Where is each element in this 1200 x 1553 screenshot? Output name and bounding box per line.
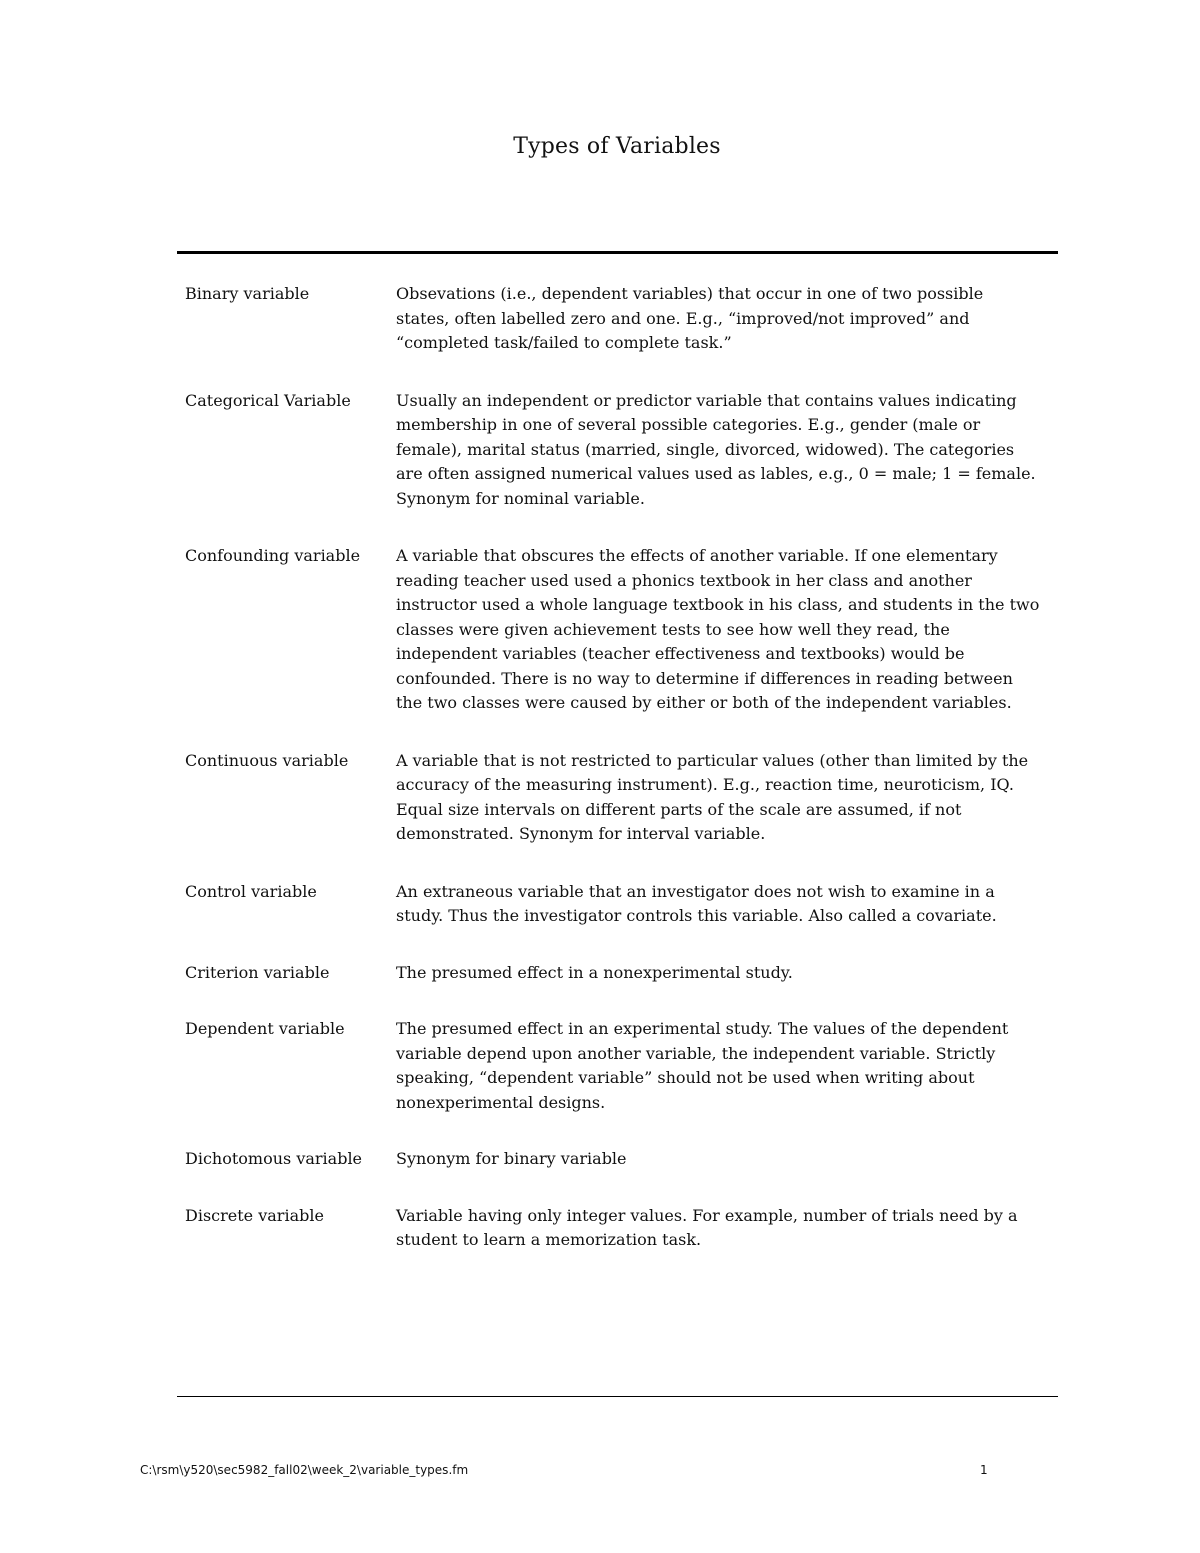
term: Control variable	[185, 881, 317, 901]
term: Confounding variable	[185, 546, 361, 565]
definition: The presumed effect in an experimental study. The values of the dependent variable depend upon another variable, the independent variable. Strictly speaking, “dependent variable” should not be used when writing about nonexperimental designs.	[396, 1019, 1009, 1112]
top-rule	[177, 251, 1058, 254]
glossary-entry-control	[185, 880, 1045, 929]
glossary-entry-continuous	[185, 749, 1045, 847]
page-title: Types of Variables	[513, 134, 721, 159]
glossary-entry-confounding	[185, 544, 1045, 716]
glossary-entry-dependent	[185, 1017, 1045, 1115]
definition: A variable that obscures the effects of another variable. If one elementary reading teacher used used a phonics textbook in her class and another instructor used a whole language textbook in his class, and students in the two classes were given achievement tests to see how well they read, the independent variables (teacher effectiveness and textbooks) would be confounded. There is no way to determine if differences in reading between the two classes were caused by either or both of the independent variables.	[396, 546, 1040, 712]
bottom-rule	[177, 1396, 1058, 1397]
term: Continuous variable	[185, 750, 349, 770]
definition: An extraneous variable that an investigator does not wish to examine in a study. Thus the investigator controls this variable. Also called a covariate.	[396, 881, 997, 925]
term: Discrete variable	[185, 1205, 324, 1225]
definition: Obsevations (i.e., dependent variables) that occur in one of two possible states, often labelled zero and one. E.g., “improved/not improved” and “completed task/failed to complete task.”	[396, 284, 984, 352]
definition: A variable that is not restricted to particular values (other than limited by the accuracy of the measuring instrument). E.g., reaction time, neuroticism, IQ. Equal size intervals on different parts of the scale are assumed, if not demonstrated. Synonym for interval variable.	[396, 750, 1029, 843]
definition: Synonym for binary variable	[396, 1149, 627, 1168]
term: Dependent variable	[185, 1019, 345, 1038]
glossary-entry-criterion	[185, 961, 1045, 986]
glossary-entry-categorical	[185, 389, 1045, 512]
definition: The presumed effect in a nonexperimental study.	[396, 962, 793, 982]
glossary-table	[185, 282, 1045, 1253]
term: Dichotomous variable	[185, 1149, 363, 1168]
glossary-entry-binary	[185, 282, 1045, 356]
definition: Variable having only integer values. For example, number of trials need by a student to learn a memorization task.	[396, 1205, 1018, 1249]
footer-file-path: C:\rsm\y520\sec5982_fall02\week_2\variable_types.fm	[140, 1463, 469, 1477]
term: Criterion variable	[185, 962, 330, 982]
term: Categorical Variable	[185, 390, 351, 410]
footer-page-number: 1	[980, 1463, 988, 1477]
glossary-entry-discrete	[185, 1204, 1045, 1253]
glossary-entry-dichotomous	[185, 1147, 1045, 1172]
term: Binary variable	[185, 284, 310, 303]
definition: Usually an independent or predictor variable that contains values indicating membership in one of several possible categories. E.g., gender (male or female), marital status (married, single, divorced, widowed). The categories are often assigned numerical values used as lables, e.g., 0 = male; 1 = female. Synonym for nominal variable.	[396, 390, 1036, 508]
